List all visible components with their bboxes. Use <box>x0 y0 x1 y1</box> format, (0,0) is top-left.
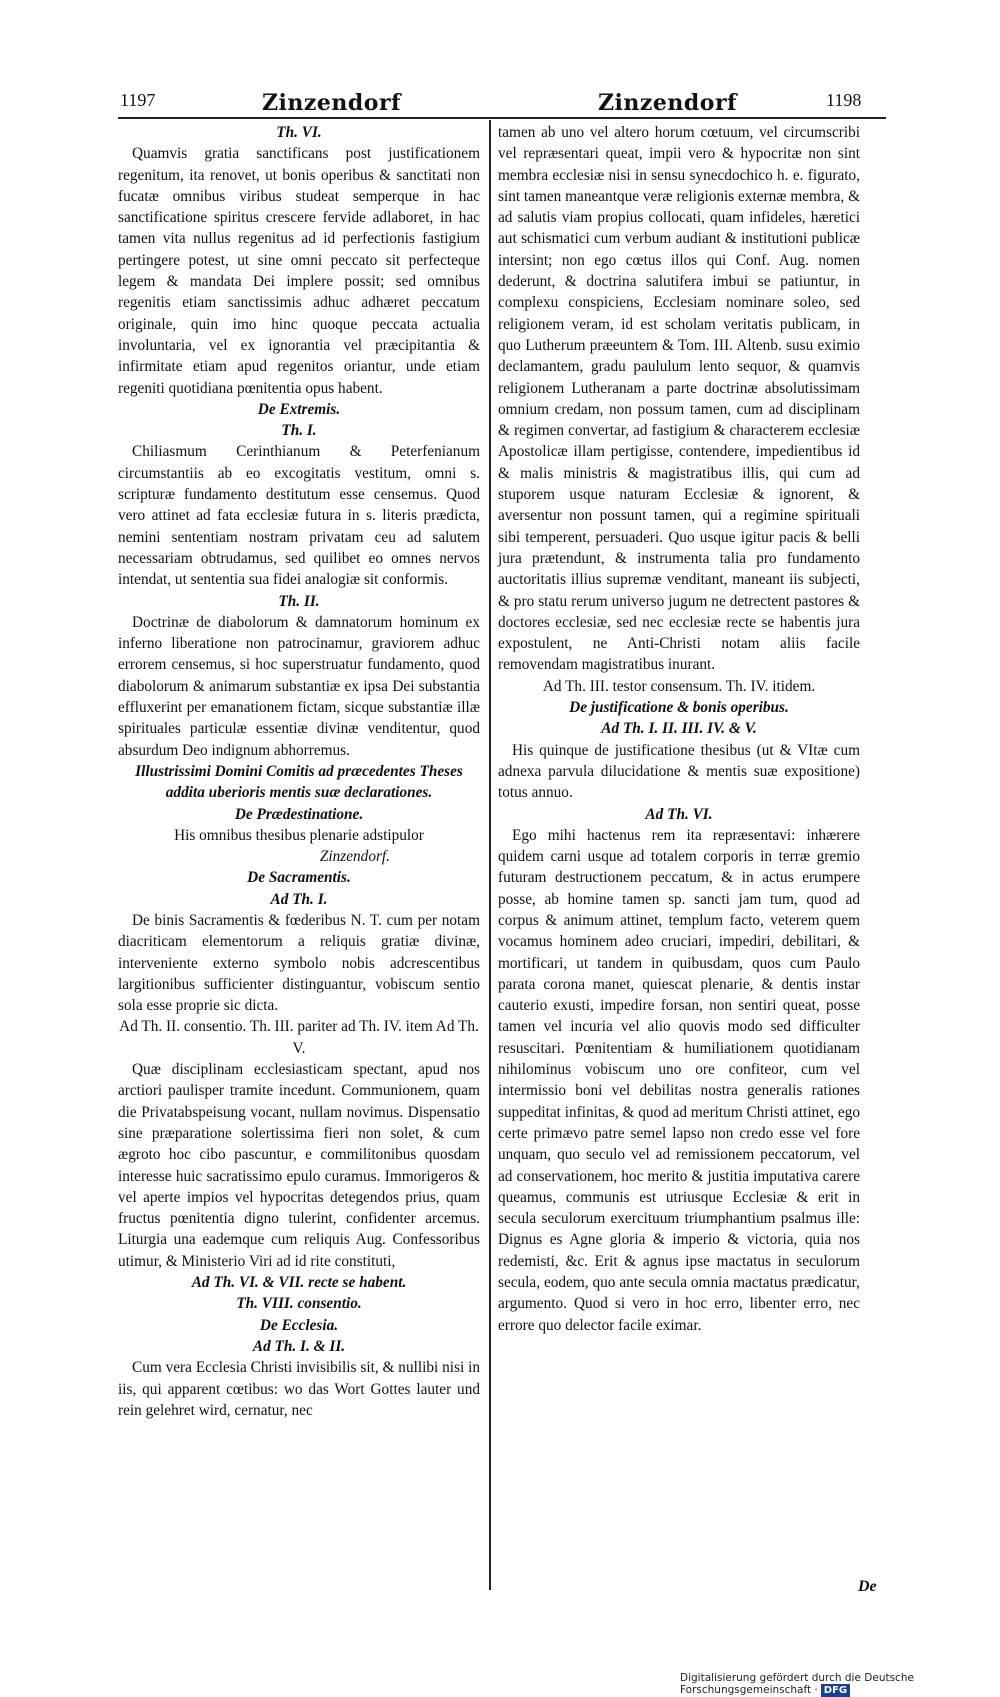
left-column-paragraph: Chiliasmum Cerinthianum & Peterfenianum circumstantiis ab eo excogitatis vestitum, omni s. scripturæ fundamento destitutum esse censemus. Quod vero attinet ad fata ecclesiæ futura in s. literis prædicta, nemini sententiam nostram privatam ceu ad salutem necessariam obtrudamus, sed quilibet eo omnes nervos intendat, ut sententia sua fidei analogiæ sit conformis. <box>118 443 480 589</box>
left-column-paragraph: Ad Th. I. & II. <box>252 1337 346 1355</box>
left-column-paragraph: Illustrissimi Domini Comitis ad præcedentes Theses addita uberioris mentis suæ declarationes. <box>135 762 463 802</box>
right-column-paragraph: Ad Th. I. II. III. IV. & V. <box>601 720 757 738</box>
left-column-paragraph: De Prædestinatione. <box>234 805 364 823</box>
left-column-paragraph: Zinzendorf. <box>319 848 390 866</box>
column-divider <box>489 120 491 1590</box>
right-column-paragraph: Ego mihi hactenus rem ita repræsentavi: inhærere quidem carni usque ad totalem corporis in terræ gremio futuram destructionem peccatum, & in actus erumpere posse, ab homine tamen sp. sancti jam tum, quod ad corpus & animum attinet, templum facto, veterem quem vocamus hominem adeo cruciari, impediri, debilitari, & mortificari, ut tandem in quibusdam, quos cum Paulo parata corona manet, quiescat plenarie, & dentis instar cauterio exusti, impedire forsan, non sentiri queat, posse tamen vel incuria vel alio quovis modo sed difficulter resuscitari. Pœnitentiam & humiliationem quotidianam nihilominus vobiscum uno ore confiteor, cum vel intermissio boni vel debilitas nostra generalis rationes suppeditat infinitas, & quod ad meritum Christi attinet, ego certe primævo patre semel lapso non credo esse vel fore unquam, quo seculo vel ad remissionem peccatorum, vel ad conservationem, hoc merito & justitia imputativa carere queamus, communis est utriusque Ecclesiæ & erit in secula seculorum exercituum triumphantium psalmus ille: Dignus es Agne gloria & imperio & victoria, quia nos redemisti, &c. Erit & agnus ipse mactatus in seculorum secula, eodem, quo ante secula omnia mactatus prædicatur, argumento. Quod si vero in hoc erro, libenter erro, nec errore quo delector facile eximar. <box>498 826 860 1334</box>
catchword: De <box>858 1578 877 1595</box>
left-column-paragraph: Th. VI. <box>276 124 322 141</box>
left-column-paragraph: Th. VIII. consentio. <box>236 1295 362 1313</box>
left-column-paragraph: De binis Sacramentis & fœderibus N. T. cum per notam diacriticam elementorum a reliquis gratiæ divinæ, interveniente externo symbolo nobis adcrescentibus largitionibus sufficienter distinguantur, vobiscum sentio sola esse proprie sic dicta. <box>118 911 480 1015</box>
left-column-paragraph: Quamvis gratia sanctificans post justificationem regenitum, ita renovet, ut bonis operibus & sanctitati non fucatæ omnibus viribus studeat semperque in hac sanctificatione spiritus crescere fervide adlaboret, in hac tamen vita nullus regenitus ad id perfectionis fastigium pertingere potest, ut sine omni peccato sit perfecteque legem & mandata Dei implere possit; sed omnibus regenitis etiam sanctissimis adhuc adhæret peccatum originale, quin imo hinc quoque peccata actualia involuntaria, vel ex ignorantia vel præcipitantia & infirmitate etiam apud regenitos oriantur, unde etiam regeniti quotidiana pœnitentia opus habent. <box>118 145 480 397</box>
left-column-paragraph: Th. I. <box>281 422 317 440</box>
right-page-number: 1198 <box>826 90 862 110</box>
right-column-paragraph: tamen ab uno vel altero horum cœtuum, vel circumscribi vel repræsentari queat, impii vero & hypocritæ non sint membra ecclesiæ nisi in sensu synecdochico h. e. figurato, sint tamen maneantque veræ religionis externæ membra, & ad salutis viam propius collocati, quam infideles, hæretici aut schismatici cum verbum audiant & institutioni publicæ intersint; non ego cœtus illos qui Conf. Aug. nomen dederunt, & doctrina salutifera imbui se patiuntur, in complexu conspiciens, Ecclesiam nominare soleo, sed religionem veram, id est scholam veritatis publicam, in quo Lutherum præeuntem & Tom. III. Altenb. susu eximio declamantem, gradu paululum lento sequor, & quamvis religionem Lutheranam a parte doctrinæ absolutissimam omnium credam, non possum tamen, cum ad disciplinam & regimen convertar, ad fastigium & characterem ecclesiæ Apostolicæ illam pertigisse, contendere, impedientibus id & malis ministris & magistratibus illis, qui cum ad stuporem usque naturam Ecclesiæ & ignorent, & aversentur non possunt tamen, qui a regimine spirituali sibi temperent, persuaderi. Quo usque igitur pacis & belli jura prætendunt, & instrumenta talia pro fundamento auctoritatis illius supremæ venditant, maneant iis subjecti, & pro statu rerum universo jugum ne detrectent pastores & doctores ecclesiæ, sed nec ecclesiæ recte se habentis jura expostulent, ne Anti-Christi notam aliis facile removendam magistratibus inurant. <box>498 124 860 674</box>
left-column-paragraph: Ad Th. VI. & VII. recte se habent. <box>191 1274 407 1292</box>
left-column-paragraph: Ad Th. II. consentio. Th. III. pariter ad Th. IV. item Ad Th. V. <box>119 1018 479 1057</box>
left-column-paragraph: Cum vera Ecclesia Christi invisibilis sit, & nullibi nisi in iis, qui apparent cœtibus: wo das Wort Gottes lauter und rein gelehret wird, cernatur, nec <box>118 1359 480 1419</box>
left-column-paragraph: Ad Th. I. <box>270 890 328 908</box>
right-column-paragraph: His quinque de justificatione thesibus (ut & VItæ cum adnexa parvula dilucidatione & mentis suæ expositione) totus annuo. <box>498 741 860 802</box>
right-column-paragraph: De justificatione & bonis operibus. <box>569 699 789 717</box>
digitization-footer <box>680 1672 1000 1697</box>
right-column-paragraph: Ad Th. VI. <box>645 805 713 823</box>
left-column-paragraph: De Sacramentis. <box>247 869 351 887</box>
right-running-title: Zinzendorf <box>598 90 738 116</box>
right-column <box>498 122 860 1336</box>
left-column-paragraph: Doctrinæ de diabolorum & damnatorum hominum ex inferno liberatione non patrocinamur, graviorem adhuc errorem censemus, si hoc superstruatur fundamento, quod diabolorum & animarum substantiæ ex ipsa Dei substantia effluxerint per emanationem fictam, sicque substantiæ illæ spirituales particulæ essentiæ divinæ venditentur, quod absurdum Deo indignum abhorremus. <box>118 613 480 759</box>
left-column <box>118 122 480 1421</box>
left-column-paragraph: Quæ disciplinam ecclesiasticam spectant, apud nos arctiori paulisper tramite incedunt. Communionem, quam die Privatabspeisung vocant, nullam novimus. Dispensatio sine præparatione solertissima fieri non solet, & cum ægroto hoc cibo pascuntur, e commilitonibus quosdam interesse huic sacratissimo epulo curamus. Immorigeros & vel aperte impios vel hypocritas detegendos prius, quam fructus pœnitentia digno tulerint, confidenter arcemus. Liturgia una eademque cum reliquis Aug. Confessoribus utimur, & Ministerio Viri ad id rite constituti, <box>118 1061 480 1270</box>
right-column-paragraph: Ad Th. III. testor consensum. Th. IV. itidem. <box>542 677 816 695</box>
left-column-paragraph: De Ecclesia. <box>259 1316 339 1334</box>
left-column-paragraph: De Extremis. <box>257 400 341 418</box>
left-page-number: 1197 <box>120 90 156 110</box>
left-running-title: Zinzendorf <box>262 90 402 116</box>
left-column-paragraph: Th. II. <box>278 592 320 610</box>
header-rule <box>118 117 886 119</box>
footer-text: Digitalisierung gefördert durch die Deutsche Forschungsgemeinschaft · <box>680 1672 914 1696</box>
left-column-paragraph: His omnibus thesibus plenarie adstipulor <box>174 826 424 844</box>
dfg-logo: DFG <box>821 1684 850 1697</box>
